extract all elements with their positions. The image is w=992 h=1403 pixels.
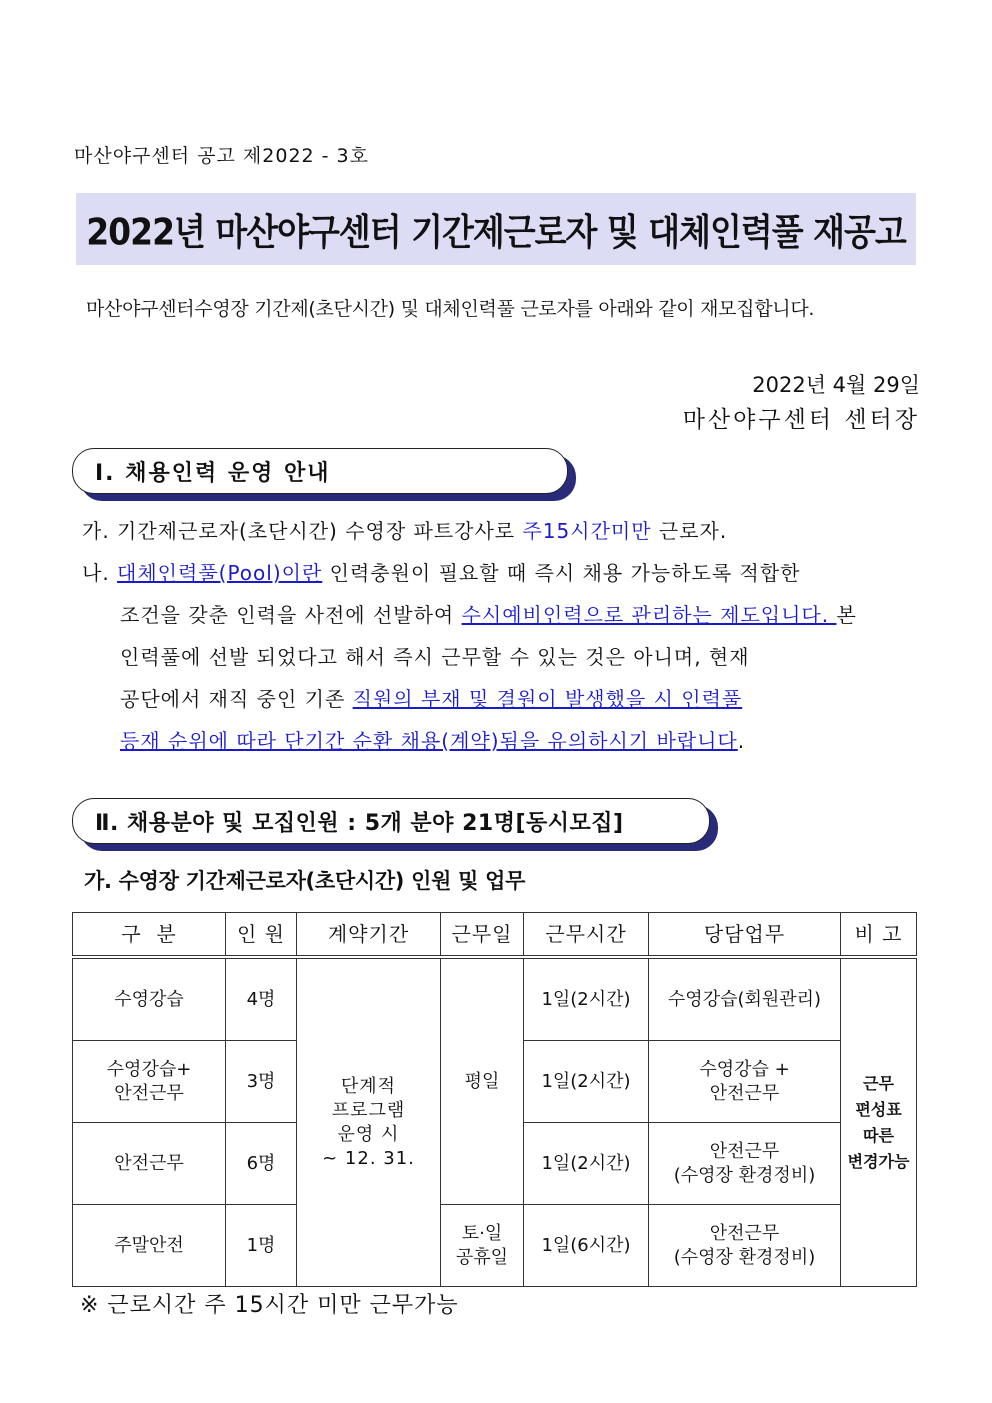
title-banner [76,193,916,265]
section2-heading: Ⅱ. 채용분야 및 모집인원 : 5개 분야 21명[동시모집] [72,798,710,844]
cell-category: 주말안전 [73,1205,226,1287]
cell-category: 안전근무 [73,1123,226,1205]
cell-duty: 수영강습(회원관리) [649,957,841,1041]
cell-category: 수영강습+ 안전근무 [73,1041,226,1123]
item-na-line5 [120,720,745,762]
cell-duty: 안전근무 (수영장 환경정비) [649,1205,841,1287]
item-na-line1-rest: 인력충원이 필요할 때 즉시 채용 가능하도록 적합한 [322,561,801,585]
header-category: 구 분 [73,913,226,958]
cell-workday-weekday: 평일 [441,957,524,1205]
cell-contract-period: 단계적 프로그램 운영 시 ~ 12. 31. [297,957,441,1287]
recruitment-table [72,912,916,1287]
item-na-line2-suffix: 본 [836,603,857,627]
item-na-line4 [120,678,742,720]
cell-hours: 1일(2시간) [524,957,649,1041]
header-contract-period: 계약기간 [297,913,441,958]
header-count: 인 원 [226,913,297,958]
intro-text: 마산야구센터수영장 기간제(초단시간) 및 대체인력풀 근로자를 아래와 같이 재모집합니다. [86,298,815,320]
cell-count: 4명 [226,957,297,1041]
cell-hours: 1일(2시간) [524,1041,649,1123]
item-ga-prefix: 가. 기간제근로자(초단시간) 수영장 파트강사로 [82,519,523,543]
notice-number: 마산야구센터 공고 제2022 - 3호 [74,145,369,167]
cell-hours: 1일(2시간) [524,1123,649,1205]
page-title: 2022년 마산야구센터 기간제근로자 및 대체인력풀 재공고 [86,209,906,253]
cell-duty: 안전근무 (수영장 환경정비) [649,1123,841,1205]
item-ga-highlight: 주15시간미만 [522,519,652,543]
item-na-marker: 나. [82,561,118,585]
header-duty: 당담업무 [649,913,841,958]
item-na-line2 [120,594,857,636]
cell-count: 6명 [226,1123,297,1205]
table-row [73,957,917,1041]
item-na-line5-highlight: 등재 순위에 따라 단기간 순환 채용(계약)됨을 유의하시기 바랍니다 [120,729,738,753]
item-na-line3: 인력풀에 선발 되었다고 해서 즉시 근무할 수 있는 것은 아니며, 현재 [120,645,750,669]
cell-workday-weekend: 토·일 공휴일 [441,1205,524,1287]
item-ga-suffix: 근로자. [651,519,728,543]
header-remark: 비 고 [841,913,917,958]
section1-heading: Ⅰ. 채용인력 운영 안내 [72,448,568,494]
cell-category: 수영강습 [73,957,226,1041]
item-ga [82,510,727,552]
table-header-row [73,913,917,958]
item-na-line2-highlight: 수시예비인력으로 관리하는 제도입니다. [461,603,837,627]
table-row [73,1205,917,1287]
item-na-line4-highlight: 직원의 부재 및 결원이 발생했을 시 인력풀 [352,687,743,711]
cell-remark: 근무 편성표 따른 변경가능 [841,957,917,1287]
footnote: ※ 근로시간 주 15시간 미만 근무가능 [80,1293,459,1318]
cell-count: 3명 [226,1041,297,1123]
item-na-line4-prefix: 공단에서 재직 중인 기존 [120,687,353,711]
item-na-term: 대체인력풀(Pool)이란 [117,561,323,585]
cell-count: 1명 [226,1205,297,1287]
subsection-title: 가. 수영장 기간제근로자(초단시간) 인원 및 업무 [84,869,526,893]
item-na-line1 [82,552,801,594]
cell-hours: 1일(6시간) [524,1205,649,1287]
header-workday: 근무일 [441,913,524,958]
issuer: 마산야구센터 센터장 [682,407,920,433]
header-hours: 근무시간 [524,913,649,958]
item-na-line2-prefix: 조건을 갖춘 인력을 사전에 선발하여 [120,603,462,627]
notice-date: 2022년 4월 29일 [752,373,920,397]
item-na-line5-suffix: . [737,729,746,753]
cell-duty: 수영강습 + 안전근무 [649,1041,841,1123]
